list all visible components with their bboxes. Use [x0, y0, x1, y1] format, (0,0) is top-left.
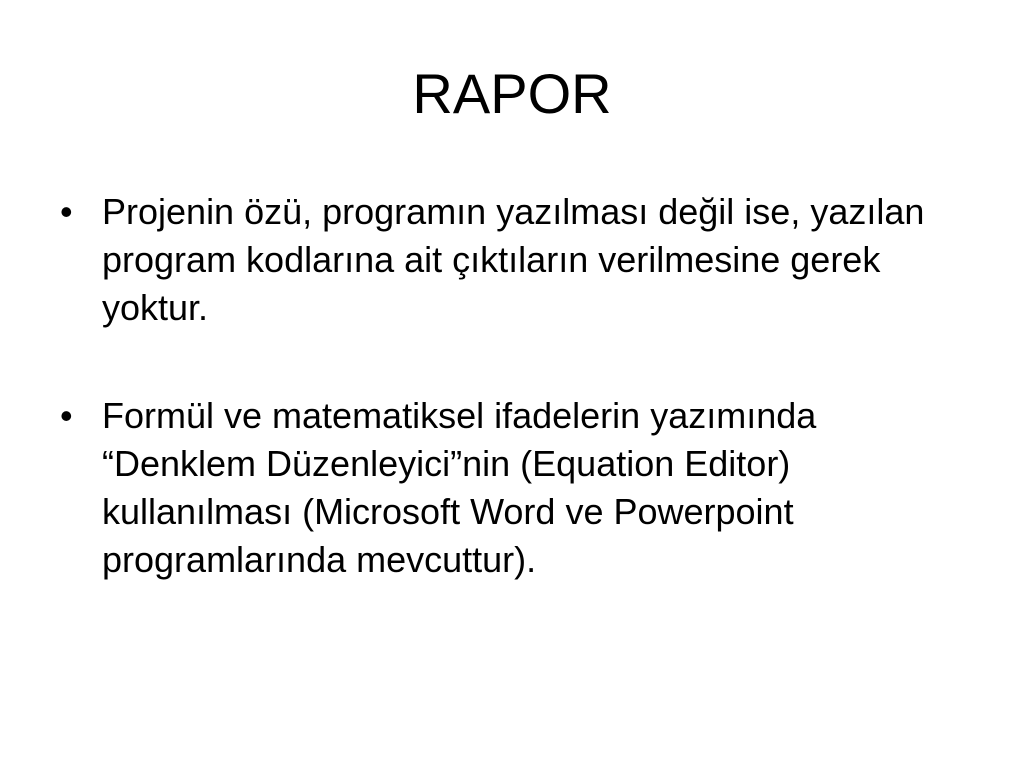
bullet-item — [52, 188, 972, 332]
bullet-icon: • — [60, 191, 73, 232]
slide-title: RAPOR — [412, 62, 612, 125]
bullet-icon: • — [60, 395, 73, 436]
bullet-list — [52, 188, 972, 584]
bullet-text: Formül ve matematiksel ifadelerin yazımında “Denklem Düzenleyici”nin (Equation Editor) kullanılması (Microsoft Word ve Powerpoint programlarında mevcuttur). — [102, 395, 817, 580]
bullet-item — [52, 392, 972, 584]
bullet-text: Projenin özü, programın yazılması değil ise, yazılan program kodlarına ait çıktıların verilmesine gerek yoktur. — [102, 191, 925, 328]
